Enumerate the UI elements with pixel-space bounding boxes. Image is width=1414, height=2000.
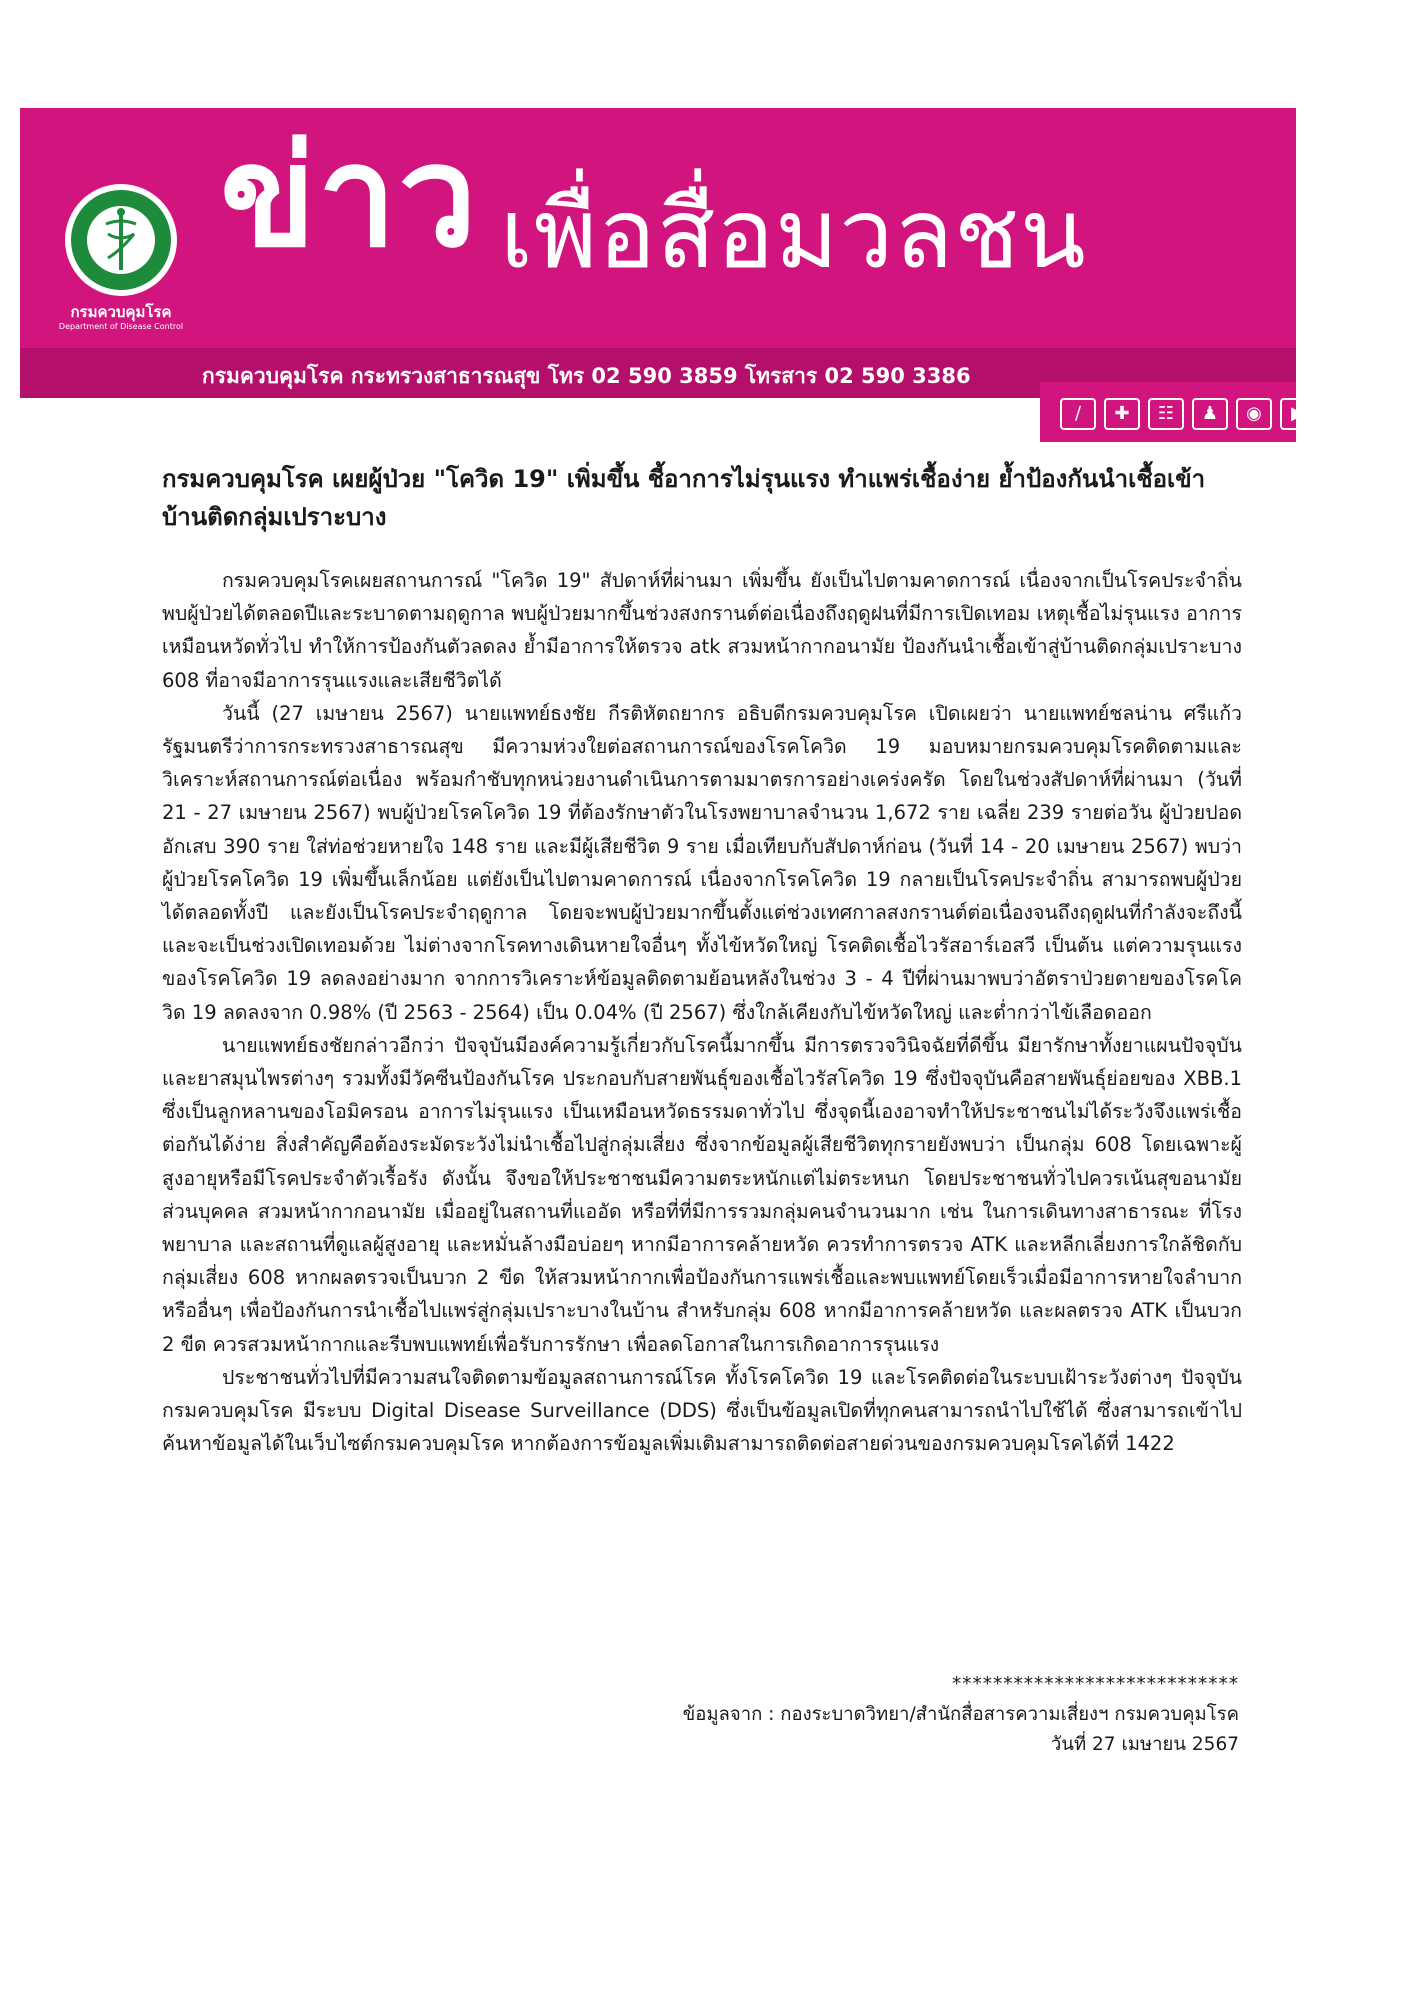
clipboard-icon: ☷ — [1148, 398, 1184, 430]
logo-subcaption: Department of Disease Control — [58, 322, 184, 331]
article-paragraph: วันนี้ (27 เมษายน 2567) นายแพทย์ธงชัย กีรติหัตถยากร อธิบดีกรมควบคุมโรค เปิดเผยว่า นายแพทย์ชลน่าน ศรีแก้ว รัฐมนตรีว่าการกระทรวงสาธารณสุข มีความห่วงใยต่อสถานการณ์ของโรคโควิด 19 มอบหมายกรมควบคุมโรคติดตามและวิเคราะห์สถานการณ์ต่อเนื่อง พร้อมกำชับทุกหน่วยงานดำเนินการตามมาตรการอย่างเคร่งครัด โดยในช่วงสัปดาห์ที่ผ่านมา (วันที่ 21 - 27 เมษายน 2567) พบผู้ป่วยโรคโควิด 19 ที่ต้องรักษาตัวในโรงพยาบาลจำนวน 1,672 ราย เฉลี่ย 239 รายต่อวัน ผู้ป่วยปอดอักเสบ 390 ราย ใส่ท่อช่วยหายใจ 148 ราย และมีผู้เสียชีวิต 9 ราย เมื่อเทียบกับสัปดาห์ก่อน (วันที่ 14 - 20 เมษายน 2567) พบว่า ผู้ป่วยโรคโควิด 19 เพิ่มขึ้นเล็กน้อย แต่ยังเป็นไปตามคาดการณ์ เนื่องจากโรคโควิด 19 กลายเป็นโรคประจำถิ่น สามารถพบผู้ป่วยได้ตลอดทั้งปี และยังเป็นโรคประจำฤดูกาล โดยจะพบผู้ป่วยมากขึ้นตั้งแต่ช่วงเทศกาลสงกรานต์ต่อเนื่องจนถึงฤดูฝนที่กำลังจะถึงนี้และจะเป็นช่วงเปิดเทอมด้วย ไม่ต่างจากโรคทางเดินหายใจอื่นๆ ทั้งไข้หวัดใหญ่ โรคติดเชื้อไวรัสอาร์เอสวี เป็นต้น แต่ความรุนแรงของโรคโควิด 19 ลดลงอย่างมาก จากการวิเคราะห์ข้อมูลติดตามย้อนหลังในช่วง 3 - 4 ปีที่ผ่านมาพบว่าอัตราป่วยตายของโรคโควิด 19 ลดลงจาก 0.98% (ปี 2563 - 2564) เป็น 0.04% (ปี 2567) ซึ่งใกล้เคียงกับไข้หวัดใหญ่ และต่ำกว่าไข้เลือดออก — [162, 701, 1242, 1024]
contact-line: กรมควบคุมโรค กระทรวงสาธารณสุข โทร 02 590 3859 โทรสาร 02 590 3386 — [202, 364, 971, 388]
person-icon: ♟ — [1192, 398, 1228, 430]
article-headline: กรมควบคุมโรค เผยผู้ป่วย "โควิด 19" เพิ่มขึ้น ชี้อาการไม่รุนแรง ทำแพร่เชื้อง่าย ย้ำป้องกันนำเชื้อเข้าบ้านติดกลุ่มเปราะบาง — [162, 465, 1206, 531]
speech-bubble-icon: ◉ — [1236, 398, 1272, 430]
article-paragraph: ประชาชนทั่วไปที่มีความสนใจติดตามข้อมูลสถานการณ์โรค ทั้งโรคโควิด 19 และโรคติดต่อในระบบเฝ้าระวังต่างๆ ปัจจุบัน กรมควบคุมโรค มีระบบ Digital Disease Surveillance (DDS) ซึ่งเป็นข้อมูลเปิดที่ทุกคนสามารถนำไปใช้ได้ ซึ่งสามารถเข้าไปค้นหาข้อมูลได้ในเว็บไซต์กรมควบคุมโรค หากต้องการข้อมูลเพิ่มเติมสามารถติดต่อสายด่วนของกรมควบคุมโรคได้ที่ 1422 — [162, 1365, 1242, 1456]
syringe-icon: ∕ — [1060, 398, 1096, 430]
ministry-seal-icon — [46, 178, 196, 308]
article-footer — [683, 1670, 1239, 1760]
logo-caption: กรมควบคุมโรค — [70, 303, 172, 321]
masthead-title-media: เพื่อสื่อมวลชน — [500, 178, 1087, 290]
source-credit: ข้อมูลจาก : กองระบาดวิทยา/สำนักสื่อสารความเสี่ยงฯ กรมควบคุมโรค — [682, 1704, 1239, 1725]
publish-date: วันที่ 27 เมษายน 2567 — [1050, 1734, 1239, 1755]
article-paragraph: กรมควบคุมโรคเผยสถานการณ์ "โควิด 19" สัปดาห์ที่ผ่านมา เพิ่มขึ้น ยังเป็นไปตามคาดการณ์ เนื่องจากเป็นโรคประจำถิ่น พบผู้ป่วยได้ตลอดปีและระบาดตามฤดูกาล พบผู้ป่วยมากขึ้นช่วงสงกรานต์ต่อเนื่องถึงฤดูฝนที่มีการเปิดเทอม เหตุเชื้อไม่รุนแรง อาการเหมือนหวัดทั่วไป ทำให้การป้องกันตัวลดลง ย้ำมีอาการให้ตรวจ atk สวมหน้ากากอนามัย ป้องกันนำเชื้อเข้าสู่บ้านติดกลุ่มเปราะบาง 608 ที่อาจมีอาการรุนแรงและเสียชีวิตได้ — [162, 569, 1242, 692]
icon-row — [1060, 398, 1316, 434]
masthead-title-news: ข่าว — [220, 116, 479, 279]
medical-cross-icon: ✚ — [1104, 398, 1140, 430]
article-paragraph: นายแพทย์ธงชัยกล่าวอีกว่า ปัจจุบันมีองค์ความรู้เกี่ยวกับโรคนี้มากขึ้น มีการตรวจวินิจฉัยที่ดีขึ้น มียารักษาทั้งยาแผนปัจจุบันและยาสมุนไพรต่างๆ รวมทั้งมีวัคซีนป้องกันโรค ประกอบกับสายพันธุ์ของเชื้อไวรัสโควิด 19 ซึ่งปัจจุบันคือสายพันธุ์ย่อยของ XBB.1 ซึ่งเป็นลูกหลานของโอมิครอน อาการไม่รุนแรง เป็นเหมือนหวัดธรรมดาทั่วไป ซึ่งจุดนี้เองอาจทำให้ประชาชนไม่ได้ระวังจึงแพร่เชื้อต่อกันได้ง่าย สิ่งสำคัญคือต้องระมัดระวังไม่นำเชื้อไปสู่กลุ่มเสี่ยง ซึ่งจากข้อมูลผู้เสียชีวิตทุกรายยังพบว่า เป็นกลุ่ม 608 โดยเฉพาะผู้สูงอายุหรือมีโรคประจำตัวเรื้อรัง ดังนั้น จึงขอให้ประชาชนมีความตระหนักแต่ไม่ตระหนก โดยประชาชนทั่วไปควรเน้นสุขอนามัยส่วนบุคคล สวมหน้ากากอนามัย เมื่ออยู่ในสถานที่แออัด หรือที่ที่มีการรวมกลุ่มคนจำนวนมาก เช่น ในการเดินทางสาธารณะ ที่โรงพยาบาล และสถานที่ดูแลผู้สูงอายุ และหมั่นล้างมือบ่อยๆ หากมีอาการคล้ายหวัด ควรทำการตรวจ ATK และหลีกเลี่ยงการใกล้ชิดกับกลุ่มเสี่ยง 608 หากผลตรวจเป็นบวก 2 ขีด ให้สวมหน้ากากเพื่อป้องกันการแพร่เชื้อและพบแพทย์โดยเร็วเมื่อมีอาการหายใจลำบากหรืออื่นๆ เพื่อป้องกันการนำเชื้อไปแพร่สู่กลุ่มเปราะบางในบ้าน สำหรับกลุ่ม 608 หากมีอาการคล้ายหวัด และผลตรวจ ATK เป็นบวก 2 ขีด ควรสวมหน้ากากและรีบพบแพทย์เพื่อรับการรักษา เพื่อลดโอกาสในการเกิดอาการรุนแรง — [162, 1033, 1242, 1356]
article — [162, 460, 1242, 1460]
masthead-banner — [20, 108, 1296, 388]
megaphone-icon: ▶ — [1280, 398, 1316, 430]
department-logo — [46, 178, 196, 368]
footer-separator: **************************** — [952, 1674, 1239, 1695]
